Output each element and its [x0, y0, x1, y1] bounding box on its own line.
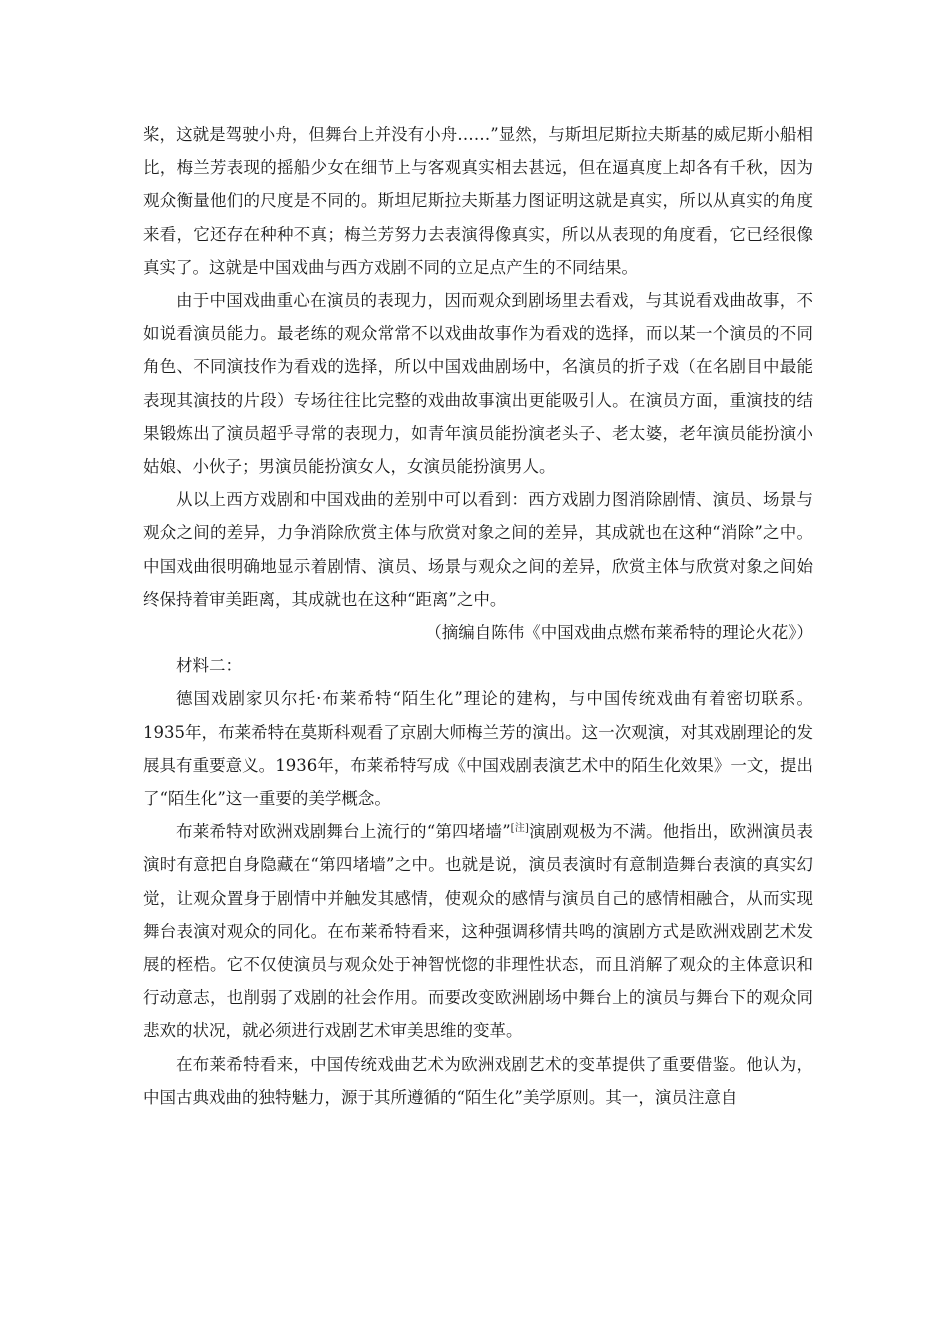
paragraph-3: 从以上西方戏剧和中国戏曲的差别中可以看到：西方戏剧力图消除剧情、演员、场景与观众之间的差异，力争消除欣赏主体与欣赏对象之间的差异，其成就也在这种“消除”之中。中国戏曲很明确地显示着剧情、演员、场景与观众之间的差异，欣赏主体与欣赏对象之间始终保持着审美距离，其成就也在这种“距离”之中。: [143, 490, 813, 609]
paragraph-2: 由于中国戏曲重心在演员的表现力，因而观众到剧场里去看戏，与其说看戏曲故事，不如说看演员能力。最老练的观众常常不以戏曲故事作为看戏的选择，而以某一个演员的不同角色、不同演技作为看戏的选择，所以中国戏曲剧场中，名演员的折子戏（在名剧目中最能表现其演技的片段）专场往往比完整的戏曲故事演出更能吸引人。在演员方面，重演技的结果锻炼出了演员超乎寻常的表现力，如青年演员能扮演老头子、老太婆，老年演员能扮演小姑娘、小伙子；男演员能扮演女人，女演员能扮演男人。: [143, 291, 813, 477]
paragraph-1: 桨，这就是驾驶小舟，但舞台上并没有小舟……”显然，与斯坦尼斯拉夫斯基的威尼斯小船相比，梅兰芳表现的摇船少女在细节上与客观真实相去甚远，但在逼真度上却各有千秋，因为观众衡量他们的尺度是不同的。斯坦尼斯拉夫斯基力图证明这就是真实，所以从真实的角度来看，它还存在种种不真；梅兰芳努力去表演得像真实，所以从表现的角度看，它已经很像真实了。这就是中国戏曲与西方戏剧不同的立足点产生的不同结果。: [143, 125, 813, 277]
paragraph-5-start: 布莱希特对欧洲戏剧舞台上流行的“第四堵墙”: [176, 822, 511, 842]
paragraph-5: [143, 815, 813, 1047]
paragraph-4: 德国戏剧家贝尔托·布莱希特“陌生化”理论的建构，与中国传统戏曲有着密切联系。1935年，布莱希特在莫斯科观看了京剧大师梅兰芳的演出。这一次观演，对其戏剧理论的发展具有重要意义。1936年，布莱希特写成《中国戏剧表演艺术中的陌生化效果》一文，提出了“陌生化”这一重要的美学概念。: [143, 689, 813, 809]
footnote-marker: [注]: [510, 823, 529, 835]
material-two-label: 材料二：: [176, 656, 242, 676]
source-citation: （摘编自陈伟《中国戏曲点燃布莱希特的理论火花》）: [425, 623, 813, 643]
document-page: [143, 118, 813, 1114]
paragraph-6: 在布莱希特看来，中国传统戏曲艺术为欧洲戏剧艺术的变革提供了重要借鉴。他认为，中国古典戏曲的独特魅力，源于其所遵循的“陌生化”美学原则。其一，演员注意自: [143, 1054, 813, 1107]
paragraph-5-rest: 演剧观极为不满。他指出，欧洲演员表演时有意把自身隐藏在“第四堵墙”之中。也就是说，演员表演时有意制造舞台表演的真实幻觉，让观众置身于剧情中并触发其感情，使观众的感情与演员自己的感情相融合，从而实现舞台表演对观众的同化。在布莱希特看来，这种强调移情共鸣的演剧方式是欧洲戏剧艺术发展的桎梏。它不仅使演员与观众处于神智恍惚的非理性状态，而且消解了观众的主体意识和行动意志，也削弱了戏剧的社会作用。而要改变欧洲剧场中舞台上的演员与舞台下的观众同悲欢的状况，就必须进行戏剧艺术审美思维的变革。: [143, 822, 813, 1041]
